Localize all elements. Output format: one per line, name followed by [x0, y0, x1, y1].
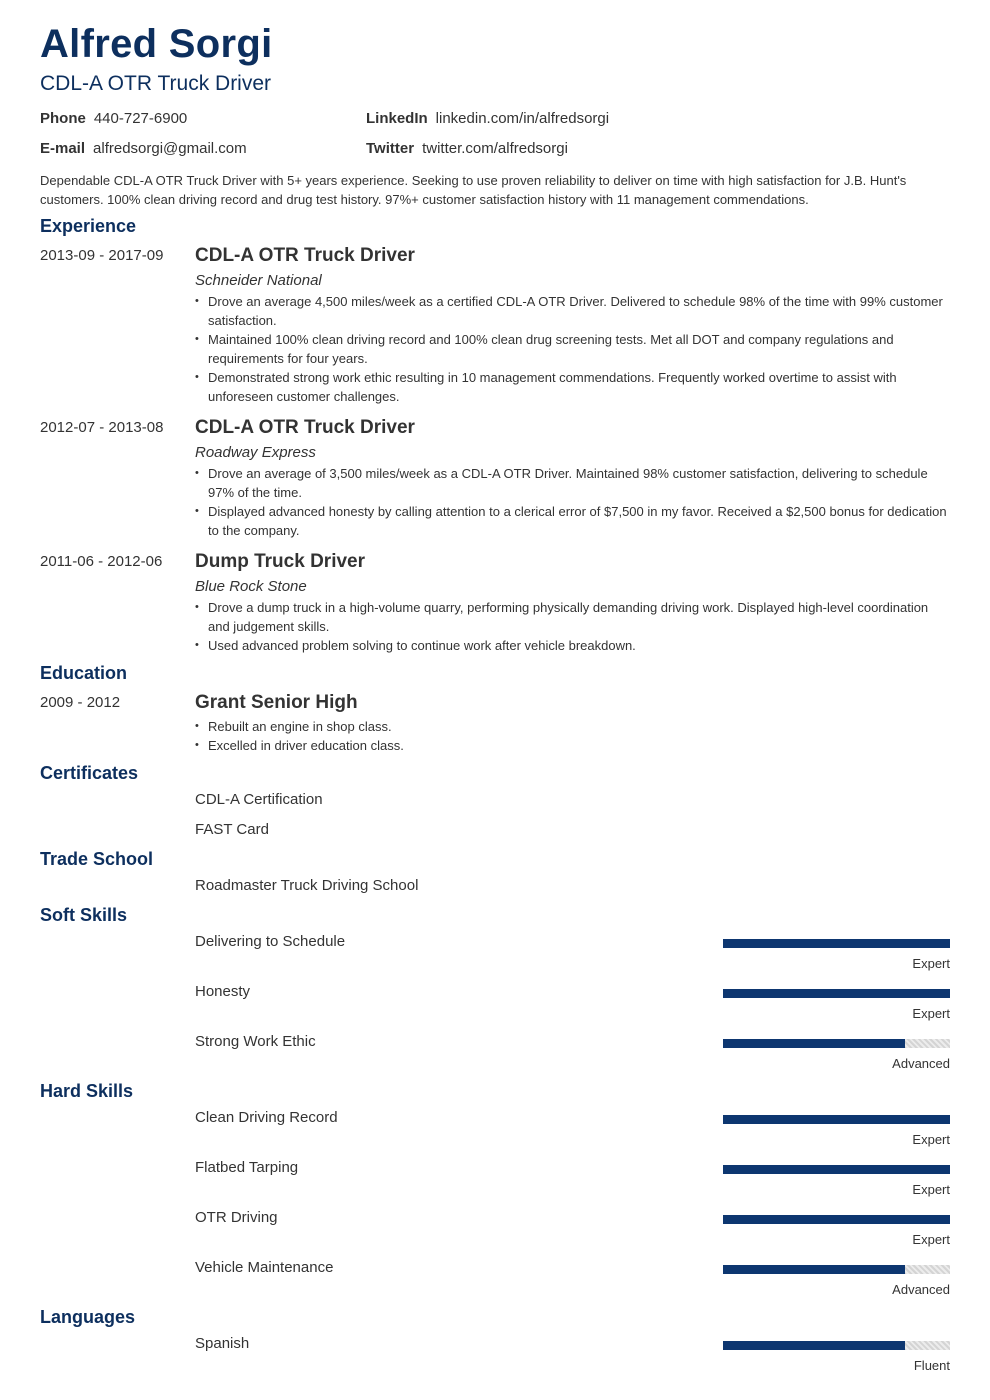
phone-value: 440-727-6900 [93, 110, 188, 127]
certificate-item: FAST Card [195, 821, 269, 838]
language-level-bar [723, 1341, 950, 1350]
skill-level-label: Expert [912, 1182, 950, 1197]
skill-level-fill [723, 1115, 950, 1124]
list-item: • Drove an average of 3,500 miles/week as a CDL-A OTR Driver. Maintained 98% customer satisfaction, delivering to schedule 97% of the time. [195, 464, 950, 502]
job-title: Dump Truck Driver [195, 551, 365, 572]
skill-level-bar [723, 1265, 950, 1274]
contact-phone [40, 109, 187, 129]
section-title-experience: Experience [40, 216, 137, 236]
skill-level-bar [723, 1215, 950, 1224]
skill-name: OTR Driving [195, 1209, 278, 1226]
list-item: • Excelled in driver education class. [195, 736, 950, 755]
skill-name: Delivering to Schedule [195, 933, 346, 950]
education-dates: 2009 - 2012 [40, 694, 121, 711]
linkedin-label: LinkedIn [366, 110, 428, 127]
section-title-languages: Languages [40, 1307, 136, 1327]
email-value[interactable]: alfredsorgi@gmail.com [93, 140, 247, 157]
section-title-education: Education [40, 663, 128, 683]
job-title: CDL-A OTR Truck Driver [195, 245, 415, 266]
job-dates: 2011-06 - 2012-06 [40, 553, 163, 570]
job-dates: 2013-09 - 2017-09 [40, 247, 164, 264]
skill-name: Strong Work Ethic [195, 1033, 316, 1050]
skill-level-label: Expert [912, 1232, 950, 1247]
section-title-hard-skills: Hard Skills [40, 1081, 134, 1101]
skill-level-label: Advanced [892, 1282, 950, 1297]
job-company: Blue Rock Stone [195, 578, 307, 595]
skill-level-fill [723, 989, 950, 998]
section-title-certificates: Certificates [40, 763, 139, 783]
skill-level-fill [723, 1039, 905, 1048]
job-bullets [195, 292, 950, 406]
job-company: Roadway Express [195, 444, 316, 461]
skill-level-bar [723, 1115, 950, 1124]
twitter-label: Twitter [366, 140, 415, 157]
skill-name: Clean Driving Record [195, 1109, 338, 1126]
job-bullets [195, 464, 950, 540]
list-item: • Drove an average 4,500 miles/week as a certified CDL-A OTR Driver. Delivered to schedule 98% of the time with 99% customer satisfaction. [195, 292, 950, 330]
skill-name: Flatbed Tarping [195, 1159, 299, 1176]
skill-level-fill [723, 939, 950, 948]
section-title-trade-school: Trade School [40, 849, 154, 869]
skill-level-fill [723, 1265, 905, 1274]
skill-name: Honesty [195, 983, 251, 1000]
job-bullets [195, 598, 950, 655]
twitter-value[interactable]: twitter.com/alfredsorgi [422, 140, 568, 157]
language-level-label: Fluent [913, 1358, 950, 1373]
skill-level-bar [723, 1039, 950, 1048]
language-level-fill [723, 1341, 905, 1350]
list-item: • Drove a dump truck in a high-volume quarry, performing physically demanding driving work. Displayed high-level coordination and judgement skills. [195, 598, 950, 636]
list-item: • Maintained 100% clean driving record and 100% clean drug screening tests. Met all DOT and company regulations and requirements for four years. [195, 330, 950, 368]
list-item: • Demonstrated strong work ethic resulting in 10 management commendations. Frequently worked overtime to assist with unforeseen customer challenges. [195, 368, 950, 406]
linkedin-value[interactable]: linkedin.com/in/alfredsorgi [435, 110, 610, 127]
skill-level-label: Expert [912, 956, 950, 971]
list-item: • Used advanced problem solving to continue work after vehicle breakdown. [195, 636, 950, 655]
candidate-title: CDL-A OTR Truck Driver [40, 72, 272, 95]
skill-level-bar [723, 1165, 950, 1174]
language-name: Spanish [195, 1335, 250, 1352]
skill-level-label: Advanced [892, 1056, 950, 1071]
phone-label: Phone [40, 110, 86, 127]
profile-summary: Dependable CDL-A OTR Truck Driver with 5+ years experience. Seeking to use proven reliability to deliver on time with high satisfaction for J.B. Hunt's customers. 100% clean driving record and drug test history. 97%+ customer satisfaction history with 11 management commendations. [40, 173, 907, 207]
skill-level-fill [723, 1165, 950, 1174]
list-item: • Rebuilt an engine in shop class. [195, 717, 950, 736]
skill-level-bar [723, 939, 950, 948]
skill-level-label: Expert [912, 1006, 950, 1021]
contact-email [40, 139, 247, 159]
skill-level-bar [723, 989, 950, 998]
skill-level-fill [723, 1215, 950, 1224]
contact-linkedin [366, 109, 609, 129]
skill-level-label: Expert [912, 1132, 950, 1147]
education-school: Grant Senior High [195, 692, 358, 713]
contact-twitter [366, 139, 568, 159]
job-title: CDL-A OTR Truck Driver [195, 417, 415, 438]
email-label: E-mail [40, 140, 86, 157]
job-company: Schneider National [195, 272, 322, 289]
trade-school-item: Roadmaster Truck Driving School [195, 877, 419, 894]
list-item: • Displayed advanced honesty by calling attention to a clerical error of $7,500 in my favor. Received a $2,500 bonus for dedication to the company. [195, 502, 950, 540]
skill-name: Vehicle Maintenance [195, 1259, 334, 1276]
job-dates: 2012-07 - 2013-08 [40, 419, 164, 436]
candidate-name: Alfred Sorgi [40, 22, 273, 66]
certificate-item: CDL-A Certification [195, 791, 323, 808]
section-title-soft-skills: Soft Skills [40, 905, 128, 925]
education-bullets [195, 717, 950, 755]
